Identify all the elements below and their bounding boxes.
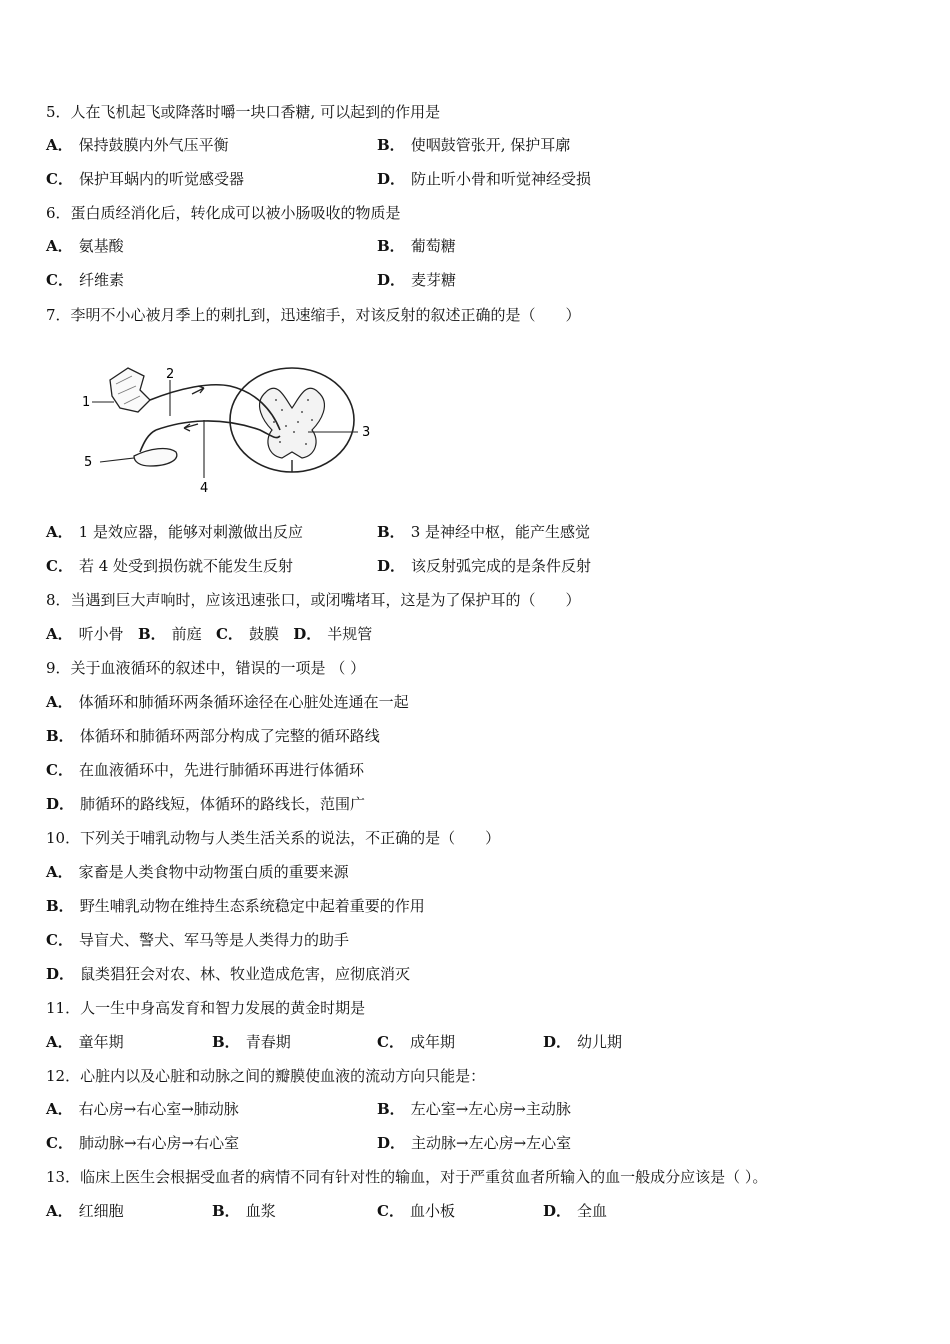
skin-receptor xyxy=(110,368,150,412)
option-text: 体循环和肺循环两部分构成了完整的循环路线 xyxy=(79,727,380,745)
option-text: 野生哺乳动物在维持生态系统稳定中起着重要的作用 xyxy=(79,897,425,915)
option-text: 听小骨 xyxy=(78,625,124,643)
option-text: 防止听小骨和听觉神经受损 xyxy=(411,170,592,188)
option-label: A． xyxy=(46,1202,73,1220)
q11-option-a[interactable] xyxy=(46,1032,124,1052)
q5-option-c[interactable] xyxy=(46,169,244,189)
q13-option-b[interactable] xyxy=(212,1201,276,1221)
option-label: B． xyxy=(46,897,74,915)
option-label: D． xyxy=(293,625,322,643)
option-text: 肺动脉→右心房→右心室 xyxy=(78,1134,240,1152)
option-text: 童年期 xyxy=(78,1033,124,1051)
option-label: C． xyxy=(46,931,73,949)
motor-nerve xyxy=(156,421,280,438)
option-label: D． xyxy=(377,170,406,188)
option-label: C． xyxy=(46,271,73,289)
reflex-arc-diagram xyxy=(80,360,380,500)
option-text: 在血液循环中，先进行肺循环再进行体循环 xyxy=(78,761,364,779)
option-text: 体循环和肺循环两条循环途径在心脏处连通在一起 xyxy=(78,693,409,711)
q7-option-d[interactable] xyxy=(377,556,591,576)
question-11-stem: 11．人一生中身高发育和智力发展的黄金时期是 xyxy=(46,999,366,1017)
option-label: B． xyxy=(377,237,405,255)
option-text: 若 4 处受到损伤就不能发生反射 xyxy=(78,557,294,575)
option-label: C． xyxy=(46,761,73,779)
option-text: 左心室→左心房→主动脉 xyxy=(410,1100,571,1118)
q6-option-d[interactable] xyxy=(377,270,456,290)
option-text: 全血 xyxy=(577,1202,608,1220)
option-label: A． xyxy=(46,625,73,643)
q7-option-b[interactable] xyxy=(377,522,590,542)
option-label: B． xyxy=(212,1033,240,1051)
option-label: D． xyxy=(543,1202,572,1220)
q8-option-c[interactable] xyxy=(216,625,279,643)
q6-option-a[interactable] xyxy=(46,236,124,256)
q12-option-b[interactable] xyxy=(377,1099,571,1119)
q9-option-a[interactable] xyxy=(46,692,409,712)
option-label: A． xyxy=(46,693,73,711)
q5-option-d[interactable] xyxy=(377,169,591,189)
option-text: 1 是效应器，能够对刺激做出反应 xyxy=(78,523,303,541)
q10-option-b[interactable] xyxy=(46,896,425,916)
option-label: B． xyxy=(137,625,166,643)
option-label: A． xyxy=(46,1033,73,1051)
option-label: B． xyxy=(377,523,405,541)
q13-option-c[interactable] xyxy=(377,1201,455,1221)
option-text: 半规管 xyxy=(327,625,373,643)
q9-option-b[interactable] xyxy=(46,726,380,746)
option-text: 家畜是人类食物中动物蛋白质的重要来源 xyxy=(78,863,349,881)
question-13-stem: 13．临床上医生会根据受血者的病情不同有针对性的输血，对于严重贫血者所输入的血一般成分应该是（ ）。 xyxy=(46,1168,768,1186)
option-text: 鼓膜 xyxy=(248,625,279,643)
q5-option-a[interactable] xyxy=(46,135,229,155)
option-label: A． xyxy=(46,136,73,154)
option-text: 葡萄糖 xyxy=(410,237,456,255)
diagram-label-5: 5 xyxy=(84,455,93,470)
option-text: 该反射弧完成的是条件反射 xyxy=(411,557,592,575)
option-label: D． xyxy=(377,557,406,575)
option-label: C． xyxy=(46,1134,73,1152)
arrow-left-icon xyxy=(184,424,198,431)
option-label: D． xyxy=(46,795,75,813)
option-text: 鼠类猖狂会对农、林、牧业造成危害，应彻底消灭 xyxy=(80,965,411,983)
option-text: 麦芽糖 xyxy=(411,271,457,289)
leader-line-5 xyxy=(100,458,134,462)
option-text: 幼儿期 xyxy=(577,1033,623,1051)
option-label: A． xyxy=(46,1100,73,1118)
q13-option-d[interactable] xyxy=(543,1201,607,1221)
q7-option-c[interactable] xyxy=(46,556,293,576)
q10-option-a[interactable] xyxy=(46,862,349,882)
option-text: 血浆 xyxy=(245,1202,276,1220)
q10-option-d[interactable] xyxy=(46,964,410,984)
q7-option-a[interactable] xyxy=(46,522,303,542)
option-text: 使咽鼓管张开, 保护耳廓 xyxy=(410,136,571,154)
q6-option-c[interactable] xyxy=(46,270,124,290)
q9-option-c[interactable] xyxy=(46,760,364,780)
option-label: C． xyxy=(46,557,73,575)
option-label: B． xyxy=(212,1202,240,1220)
option-label: B． xyxy=(377,1100,405,1118)
question-12-stem: 12．心脏内以及心脏和动脉之间的瓣膜使血液的流动方向只能是： xyxy=(46,1067,486,1085)
option-text: 右心房→右心室→肺动脉 xyxy=(78,1100,239,1118)
question-6-stem: 6．蛋白质经消化后，转化成可以被小肠吸收的物质是 xyxy=(46,204,401,222)
option-text: 氨基酸 xyxy=(78,237,124,255)
q11-option-c[interactable] xyxy=(377,1032,455,1052)
option-label: D． xyxy=(377,271,406,289)
question-7-stem: 7．李明不小心被月季上的刺扎到，迅速缩手，对该反射的叙述正确的是（ ） xyxy=(46,306,581,324)
option-text: 肺循环的路线短，体循环的路线长，范围广 xyxy=(80,795,366,813)
option-label: C． xyxy=(46,170,73,188)
option-label: B． xyxy=(46,727,74,745)
option-text: 保护耳蜗内的听觉感受器 xyxy=(78,170,244,188)
option-text: 成年期 xyxy=(409,1033,455,1051)
q11-option-d[interactable] xyxy=(543,1032,622,1052)
q8-option-a[interactable] xyxy=(46,625,124,643)
option-text: 主动脉→左心房→左心室 xyxy=(411,1134,572,1152)
diagram-label-3: 3 xyxy=(362,425,371,440)
option-text: 血小板 xyxy=(409,1202,455,1220)
question-5-stem: 5．人在飞机起飞或降落时嚼一块口香糖, 可以起到的作用是 xyxy=(46,103,441,121)
q8-option-b[interactable] xyxy=(138,625,202,643)
option-text: 保持鼓膜内外气压平衡 xyxy=(78,136,229,154)
option-label: C． xyxy=(215,625,243,643)
gray-matter xyxy=(260,388,325,458)
option-label: A． xyxy=(46,237,73,255)
q8-option-d[interactable] xyxy=(293,625,372,643)
option-label: D． xyxy=(46,965,75,983)
option-text: 红细胞 xyxy=(78,1202,124,1220)
q12-option-a[interactable] xyxy=(46,1099,239,1119)
option-text: 导盲犬、警犬、军马等是人类得力的助手 xyxy=(78,931,349,949)
question-8-stem: 8．当遇到巨大声响时，应该迅速张口，或闭嘴堵耳，这是为了保护耳的（ ） xyxy=(46,591,581,609)
question-10-stem: 10．下列关于哺乳动物与人类生活关系的说法，不正确的是（ ） xyxy=(46,829,501,847)
option-text: 青春期 xyxy=(245,1033,291,1051)
option-text: 纤维素 xyxy=(78,271,124,289)
q12-option-c[interactable] xyxy=(46,1133,239,1153)
option-label: A． xyxy=(46,863,73,881)
q5-option-b[interactable] xyxy=(377,135,570,155)
diagram-label-2: 2 xyxy=(166,367,175,382)
diagram-label-1: 1 xyxy=(82,395,91,410)
q11-option-b[interactable] xyxy=(212,1032,291,1052)
option-label: D． xyxy=(377,1134,406,1152)
q6-option-b[interactable] xyxy=(377,236,456,256)
q12-option-d[interactable] xyxy=(377,1133,571,1153)
q13-option-a[interactable] xyxy=(46,1201,124,1221)
q10-option-c[interactable] xyxy=(46,930,349,950)
q9-option-d[interactable] xyxy=(46,794,365,814)
option-text: 3 是神经中枢，能产生感觉 xyxy=(410,523,591,541)
diagram-label-4: 4 xyxy=(200,481,209,496)
option-text: 前庭 xyxy=(171,625,202,643)
question-9-stem: 9．关于血液循环的叙述中，错误的一项是 （ ） xyxy=(46,659,366,677)
option-label: D． xyxy=(543,1033,572,1051)
option-label: B． xyxy=(377,136,405,154)
option-label: C． xyxy=(377,1033,404,1051)
option-label: C． xyxy=(377,1202,404,1220)
q8-options-row xyxy=(46,624,372,644)
option-label: A． xyxy=(46,523,73,541)
